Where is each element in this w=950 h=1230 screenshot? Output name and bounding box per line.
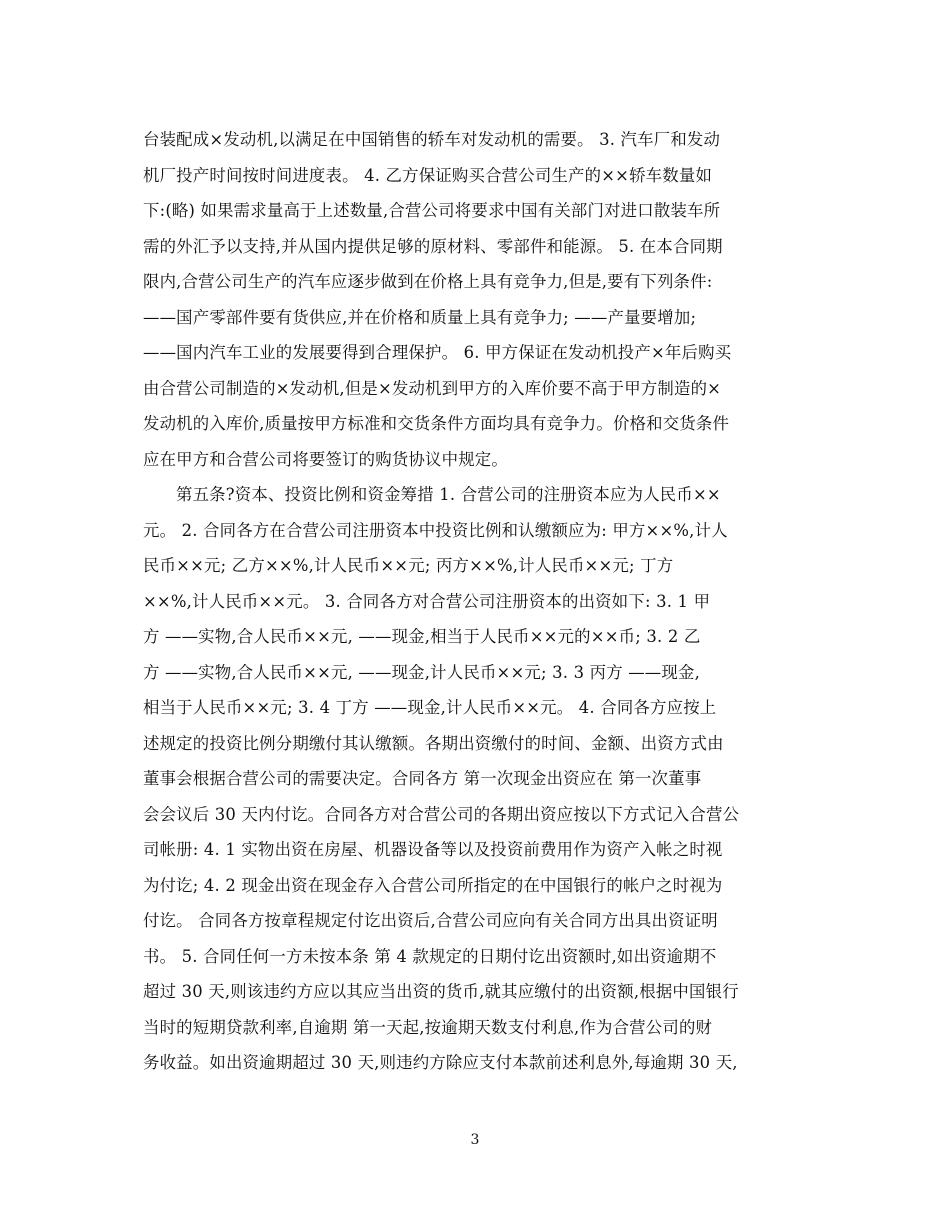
text-line: 民币××元; 乙方××%,计人民币××元; 丙方××%,计人民币××元; 丁方 [143,556,674,575]
page-number: 3 [470,1132,480,1148]
text-line: 付讫。 合同各方按章程规定付讫出资后,合营公司应向有关合同方出具出资证明 [143,911,718,930]
text-line: 当时的短期贷款利率,自逾期 第一天起,按逾期天数支付利息,作为合营公司的财 [143,1017,713,1037]
text-line: 台装配成×发动机,以满足在中国销售的轿车对发动机的需要。 3. 汽车厂和发动 [143,130,721,149]
text-line: 应在甲方和合营公司将要签订的购货协议中规定。 [143,449,508,469]
text-line: 务收益。如出资逾期超过 30 天,则违约方除应支付本款前述利息外,每逾期 30 天, [143,1053,738,1072]
text-line: 限内,合营公司生产的汽车应逐步做到在价格上具有竞争力,但是,要有下列条件: [143,272,713,291]
text-line: ——国产零部件要有货供应,并在价格和质量上具有竞争力; ——产量要增加; [143,307,697,327]
text-line: 会会议后 30 天内付讫。合同各方对合营公司的各期出资应按以下方式记入合营公 [143,804,740,824]
text-line: 超过 30 天,则该违约方应以其应当出资的货币,就其应缴付的出资额,根据中国银行 [143,982,739,1001]
text-line: 方 ——实物,合人民币××元, ——现金,相当于人民币××元的××币; 3. 2 乙 [143,627,701,646]
text-line: 书。 5. 合同任何一方未按本条 第 4 款规定的日期付讫出资额时,如出资逾期不 [143,946,717,966]
section-heading-line: 第五条?资本、投资比例和资金筹措 1. 合营公司的注册资本应为人民币×× [176,485,721,504]
text-line: ××%,计人民币××元。 3. 合同各方对合营公司注册资本的出资如下: 3. 1 甲 [143,591,711,611]
text-line: 董事会根据合营公司的需要决定。合同各方 第一次现金出资应在 第一次董事 [143,769,702,788]
text-line: ——国内汽车工业的发展要得到合理保护。 6. 甲方保证在发动机投产×年后购买 [143,343,732,362]
text-line: 需的外汇予以支持,并从国内提供足够的原材料、零部件和能源。 5. 在本合同期 [143,236,723,256]
text-line: 方 ——实物,合人民币××元, ——现金,计人民币××元; 3. 3 丙方 ——现金, [143,662,700,682]
text-line: 由合营公司制造的×发动机,但是×发动机到甲方的入库价要不高于甲方制造的× [143,378,722,398]
text-line: 机厂投产时间按时间进度表。 4. 乙方保证购买合营公司生产的××轿车数量如 [143,165,713,185]
text-line: 元。 2. 合同各方在合营公司注册资本中投资比例和认缴额应为: 甲方××%,计人 [143,520,728,540]
text-line: 下:(略) 如果需求量高于上述数量,合营公司将要求中国有关部门对进口散装车所 [143,201,721,220]
text-line: 相当于人民币××元; 3. 4 丁方 ——现金,计人民币××元。 4. 合同各方应按上 [143,698,717,717]
text-line: 司帐册: 4. 1 实物出资在房屋、机器设备等以及投资前费用作为资产入帐之时视 [143,840,723,859]
text-line: 为付讫; 4. 2 现金出资在现金存入合营公司所指定的在中国银行的帐户之时视为 [143,875,723,895]
body-text [143,122,818,1081]
text-line: 发动机的入库价,质量按甲方标准和交货条件方面均具有竞争力。价格和交货条件 [143,414,730,433]
text-line: 述规定的投资比例分期缴付其认缴额。各期出资缴付的时间、金额、出资方式由 [143,733,724,753]
